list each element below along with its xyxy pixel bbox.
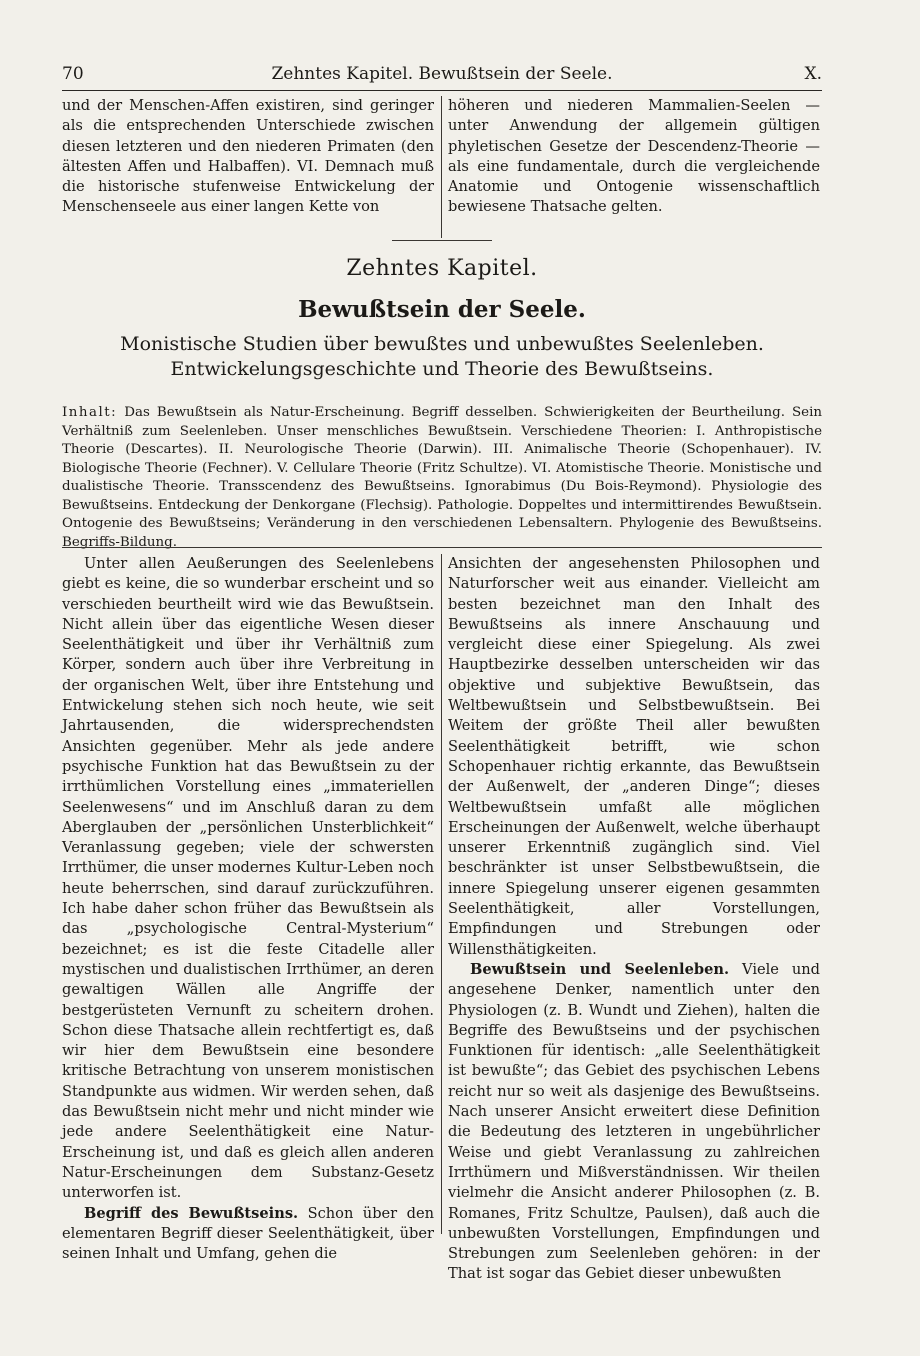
body-paragraph: Unter allen Aeußerungen des Seelenlebens giebt es keine, die so wunderbar erscheint und so verschieden beurtheilt wird wie das Bewußtsein. Nicht allein über das eigentliche Wesen dieser Seelenthätigkeit und über ihr Verhältniß zum Körper, sondern auch über ihre Verbreitung in der organischen Welt, über ihre Entstehung und Entwickelung stehen sich noch heute, wie seit Jahrtausenden, die widersprechendsten Ansichten gegenüber. Mehr als jede andere psychische Funktion hat das Bewußtsein zu der irrthümlichen Vorstellung eines „immateriellen Seelenwesens“ und im Anschluß daran zu dem Aberglauben der „persönlichen Unsterblichkeit“ Veranlassung gegeben; viele der schwersten Irrthümer, die unser modernes Kultur-Leben noch heute beherrschen, sind darauf zurückzuführen. Ich habe daher schon früher das Bewußtsein als das „psychologische Central-Mysterium“ bezeichnet; es ist die feste Citadelle aller mystischen und dualistischen Irrthümer, an deren gewaltigen Wällen alle Angriffe der bestgerüsteten Vernunft zu scheitern drohen. Schon diese Thatsache allein rechtfertigt es, daß wir hier dem Bewußtsein eine besondere kritische Betrachtung von unserem monistischen Standpunkte aus widmen. Wir werden sehen, daß das Bewußtsein nicht mehr und nicht minder wie jede andere Seelenthätigkeit eine Natur-Erscheinung ist, und daß es gleich allen anderen Natur-Erscheinungen dem Substanz-Gesetz unterworfen ist. [62, 555, 434, 1202]
column-divider-body [441, 554, 442, 1234]
body-right-column [448, 554, 821, 1283]
continuation-left-column [62, 96, 434, 238]
chapter-contents-summary [62, 404, 822, 552]
body-paragraph: Schon über den elementaren Begriff dieser Seelenthätigkeit, über seinen Inhalt und Umfang, gehen die [62, 1204, 435, 1263]
section-heading-begriff: Begriff des Bewußtseins. [84, 1204, 299, 1222]
chapter-title: Bewußtsein der Seele. [298, 296, 586, 323]
page-number: 70 [62, 64, 84, 84]
section-heading-seelenleben: Bewußtsein und Seelenleben. [470, 960, 730, 978]
section-divider [392, 240, 492, 241]
running-header [62, 60, 822, 91]
body-paragraph: Ansichten der angesehensten Philosophen und Naturforscher weit aus einander. Vielleicht am besten bezeichnet man den Inhalt des Bewußtseins als innere Anschauung und vergleicht diese einer Spiegelung. Als zwei Hauptbezirke desselben unterscheiden wir das objektive und subjektive Bewußtsein, das Weltbewußtsein und Selbstbewußtsein. Bei Weitem der größte Theil aller bewußten Seelenthätigkeit betrifft, wie schon Schopenhauer richtig erkannte, das Bewußtsein der Außenwelt, der „anderen Dinge“; dieses Weltbewußtsein umfaßt alle möglichen Erscheinungen der Außenwelt, welche überhaupt unserer Erkenntniß zugänglich sind. Viel beschränkter ist unser Selbstbewußtsein, die innere Spiegelung unserer eigenen gesammten Seelenthätigkeit, aller Vorstellungen, Empfindungen und Strebungen oder Willensthätigkeiten. [448, 555, 820, 958]
chapter-number: Zehntes Kapitel. [346, 256, 538, 281]
contents-label: Inhalt: [62, 405, 118, 420]
body-paragraph: Viele und angesehene Denker, namentlich unter den Physiologen (z. B. Wundt und Ziehen), halten die Begriffe des Bewußtseins und der psychischen Funktionen für identisch: „alle Seelenthätigkeit ist bewußte“; das Gebiet des psychischen Lebens reicht nur so weit als dasjenige des Bewußtseins. Nach unserer Ansicht erweitert diese Definition die Bedeutung des letzteren in ungebührlicher Weise und giebt Veranlassung zu zahlreichen Irrthümern und Mißverständnissen. Wir theilen vielmehr die Ansicht anderer Philosophen (z. B. Romanes, Fritz Schultze, Paulsen), daß auch die unbewußten Vorstellungen, Empfindungen und Strebungen zum Seelenleben gehören: in der That ist sogar das Gebiet dieser unbewußten [448, 960, 821, 1283]
chapter-roman-numeral: X. [804, 64, 822, 84]
continuation-right-column [448, 96, 820, 238]
summary-rule [62, 547, 822, 548]
book-page [62, 0, 822, 1356]
continuation-left-text: und der Menschen-Affen existiren, sind geringer als die entsprechenden Unterschiede zwischen diesen letzteren und den niederen Primaten (den ältesten Affen und Halbaffen). VI. Demnach muß die historische stufenweise Entwickelung der Menschenseele aus einer langen Kette von [62, 97, 434, 216]
continuation-right-text: höheren und niederen Mammalien-Seelen — unter Anwendung der allgemein gültigen phyletischen Gesetze der Descendenz-Theorie — als eine fundamentale, durch die vergleichende Anatomie und Ontogenie wissenschaftlich bewiesene Thatsache gelten. [448, 97, 820, 216]
running-title: Zehntes Kapitel. Bewußtsein der Seele. [271, 64, 613, 84]
body-left-column [62, 554, 435, 1263]
contents-text: Das Bewußtsein als Natur-Erscheinung. Begriff desselben. Schwierigkeiten der Beurtheilung. Sein Verhältniß zum Seelenleben. Unser menschliches Bewußtsein. Verschiedene Theorien: I. Anthropistische Theorie (Descartes). II. Neurologische Theorie (Darwin). III. Animalische Theorie (Schopenhauer). IV. Biologische Theorie (Fechner). V. Cellulare Theorie (Fritz Schultze). VI. Atomistische Theorie. Monistische und dualistische Theorie. Transscendenz des Bewußtseins. Ignorabimus (Du Bois-Reymond). Physiologie des Bewußtseins. Entdeckung der Denkorgane (Flechsig). Pathologie. Doppeltes und intermittirendes Bewußtsein. Ontogenie des Bewußtseins; Veränderung in den verschiedenen Lebensaltern. Phylogenie des Bewußtseins. Begriffs-Bildung. [62, 405, 822, 550]
column-divider-top [441, 96, 442, 238]
chapter-subtitle: Monistische Studien über bewußtes und unbewußtes Seelenleben. Entwickelungsgeschichte und Theorie des Bewußtseins. [120, 333, 764, 380]
